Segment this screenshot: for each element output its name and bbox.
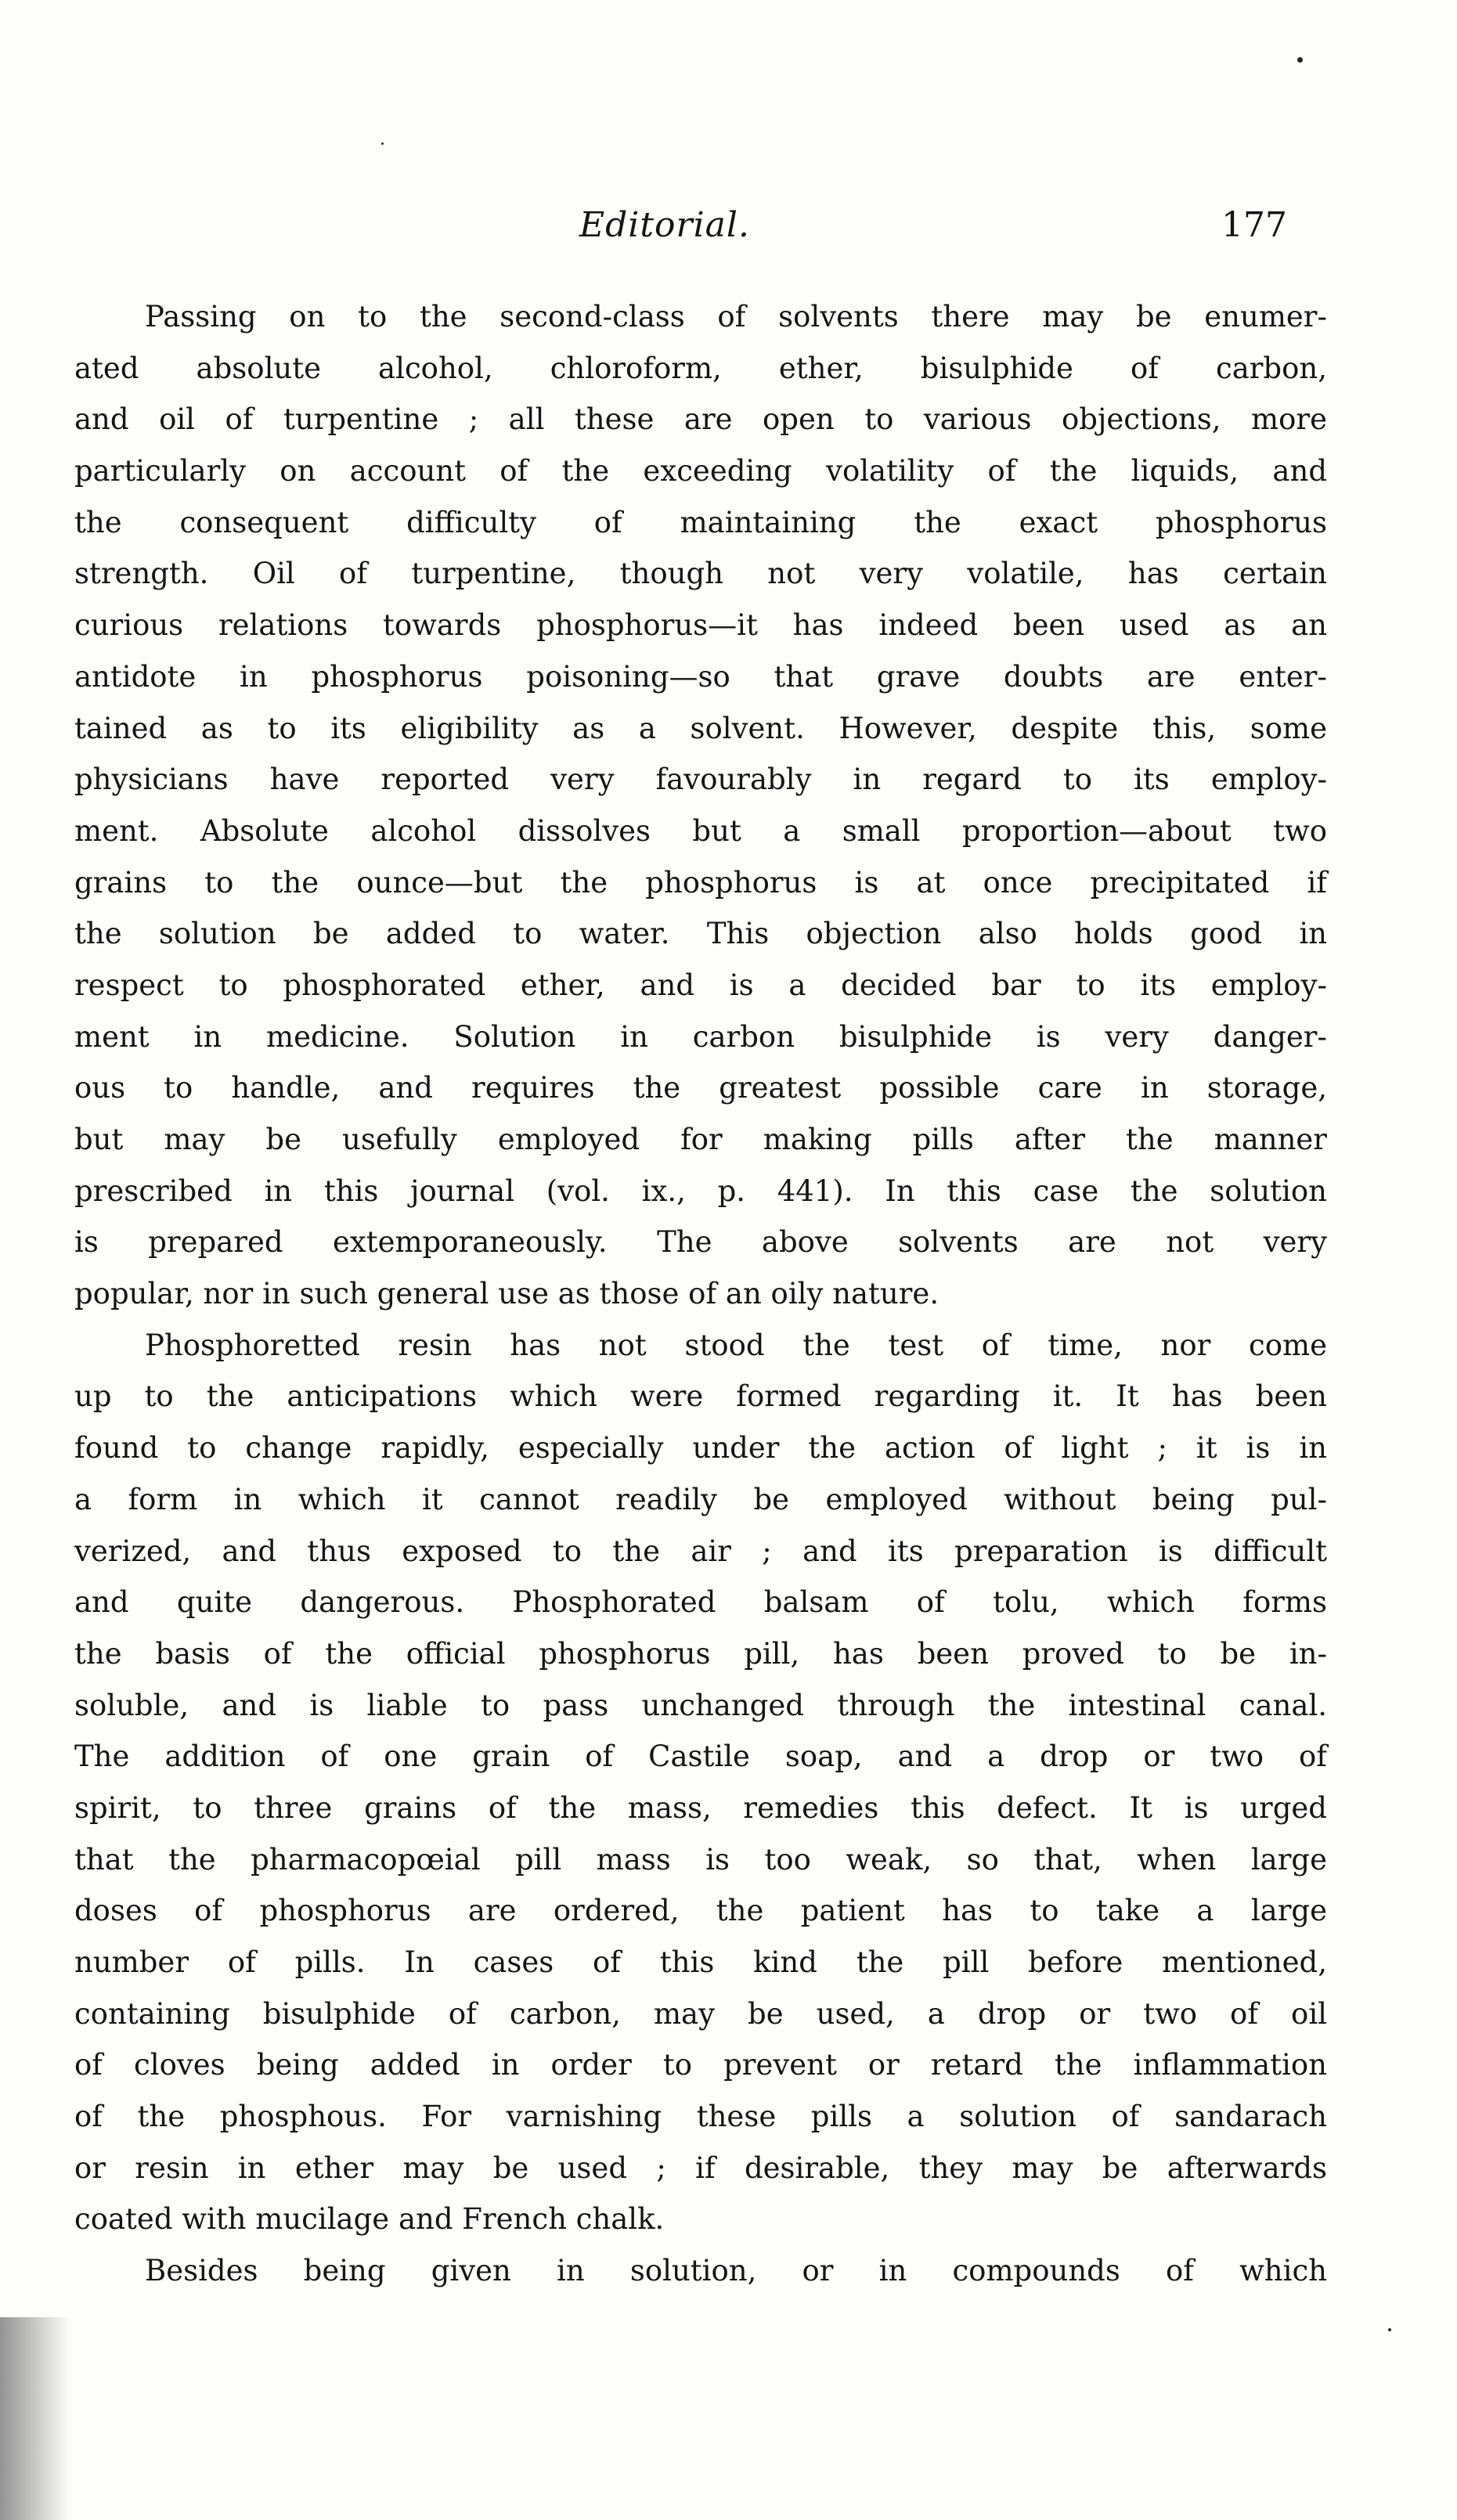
- text-line: or resin in ether may be used ; if desirable, they may be afterwards: [74, 2150, 1327, 2185]
- running-title: Editorial.: [579, 205, 750, 245]
- text-line: up to the anticipations which were formed regarding it. It has been: [74, 1379, 1327, 1414]
- text-line: ated absolute alcohol, chloroform, ether, bisulphide of carbon,: [74, 351, 1327, 385]
- text-line: prescribed in this journal (vol. ix., p. 441). In this case the solution: [74, 1173, 1327, 1208]
- text-line: that the pharmacopœial pill mass is too weak, so that, when large: [74, 1842, 1327, 1876]
- text-line: Besides being given in solution, or in compounds of which: [145, 2254, 1327, 2288]
- text-line: ment. Absolute alcohol dissolves but a small proportion—about two: [74, 813, 1327, 848]
- text-line: is prepared extemporaneously. The above solvents are not very: [74, 1225, 1327, 1260]
- text-line: the basis of the official phosphorus pill, has been proved to be in-: [74, 1636, 1327, 1671]
- body-text: [74, 291, 1327, 2297]
- text-line: of the phosphous. For varnishing these pills a solution of sandarach: [74, 2100, 1327, 2134]
- text-line: antidote in phosphorus poisoning—so that grave doubts are enter-: [74, 659, 1327, 694]
- text-line: and quite dangerous. Phosphorated balsam of tolu, which forms: [74, 1585, 1327, 1620]
- text-line: coated with mucilage and French chalk.: [74, 2202, 665, 2237]
- text-line: curious relations towards phosphorus—it has indeed been used as an: [74, 608, 1327, 643]
- text-line: The addition of one grain of Castile soap, and a drop or two of: [74, 1739, 1327, 1774]
- text-line: tained as to its eligibility as a solvent. However, despite this, some: [74, 711, 1327, 745]
- text-line: containing bisulphide of carbon, may be used, a drop or two of oil: [74, 1996, 1327, 2031]
- text-line: doses of phosphorus are ordered, the patient has to take a large: [74, 1894, 1327, 1928]
- text-line: and oil of turpentine ; all these are open to various objections, more: [74, 402, 1327, 437]
- text-line: but may be usefully employed for making pills after the manner: [74, 1123, 1327, 1156]
- text-line: the consequent difficulty of maintaining the exact phosphorus: [74, 505, 1327, 539]
- text-line: verized, and thus exposed to the air ; and its preparation is difficult: [74, 1534, 1327, 1568]
- page-number: 177: [1221, 205, 1287, 245]
- text-line: number of pills. In cases of this kind the pill before mentioned,: [74, 1945, 1327, 1979]
- ink-speck: [381, 142, 384, 145]
- text-line: physicians have reported very favourably in regard to its employ-: [74, 762, 1327, 797]
- text-line: grains to the ounce—but the phosphorus is at once precipitated if: [74, 865, 1327, 899]
- text-line: soluble, and is liable to pass unchanged through the intestinal canal.: [74, 1688, 1327, 1722]
- text-line: popular, nor in such general use as those of an oily nature.: [74, 1277, 939, 1311]
- ink-speck: [1297, 57, 1303, 63]
- text-line: ment in medicine. Solution in carbon bisulphide is very danger-: [74, 1019, 1327, 1054]
- page-edge-shadow: [0, 2317, 70, 2520]
- text-line: a form in which it cannot readily be employed without being pul-: [74, 1482, 1327, 1516]
- running-head: [0, 205, 1457, 260]
- text-line: particularly on account of the exceeding volatility of the liquids, and: [74, 454, 1327, 488]
- ink-speck: [1388, 2328, 1391, 2331]
- text-line: Phosphoretted resin has not stood the test of time, nor come: [145, 1328, 1327, 1362]
- text-line: ous to handle, and requires the greatest possible care in storage,: [74, 1071, 1327, 1105]
- text-line: the solution be added to water. This objection also holds good in: [74, 917, 1327, 951]
- text-line: strength. Oil of turpentine, though not very volatile, has certain: [74, 557, 1327, 591]
- text-line: spirit, to three grains of the mass, remedies this defect. It is urged: [74, 1790, 1327, 1825]
- text-line: found to change rapidly, especially under the action of light ; it is in: [74, 1431, 1327, 1465]
- text-line: of cloves being added in order to prevent or retard the inflammation: [74, 2048, 1327, 2082]
- text-line: Passing on to the second-class of solvents there may be enumer-: [145, 300, 1327, 333]
- text-line: respect to phosphorated ether, and is a decided bar to its employ-: [74, 968, 1327, 1002]
